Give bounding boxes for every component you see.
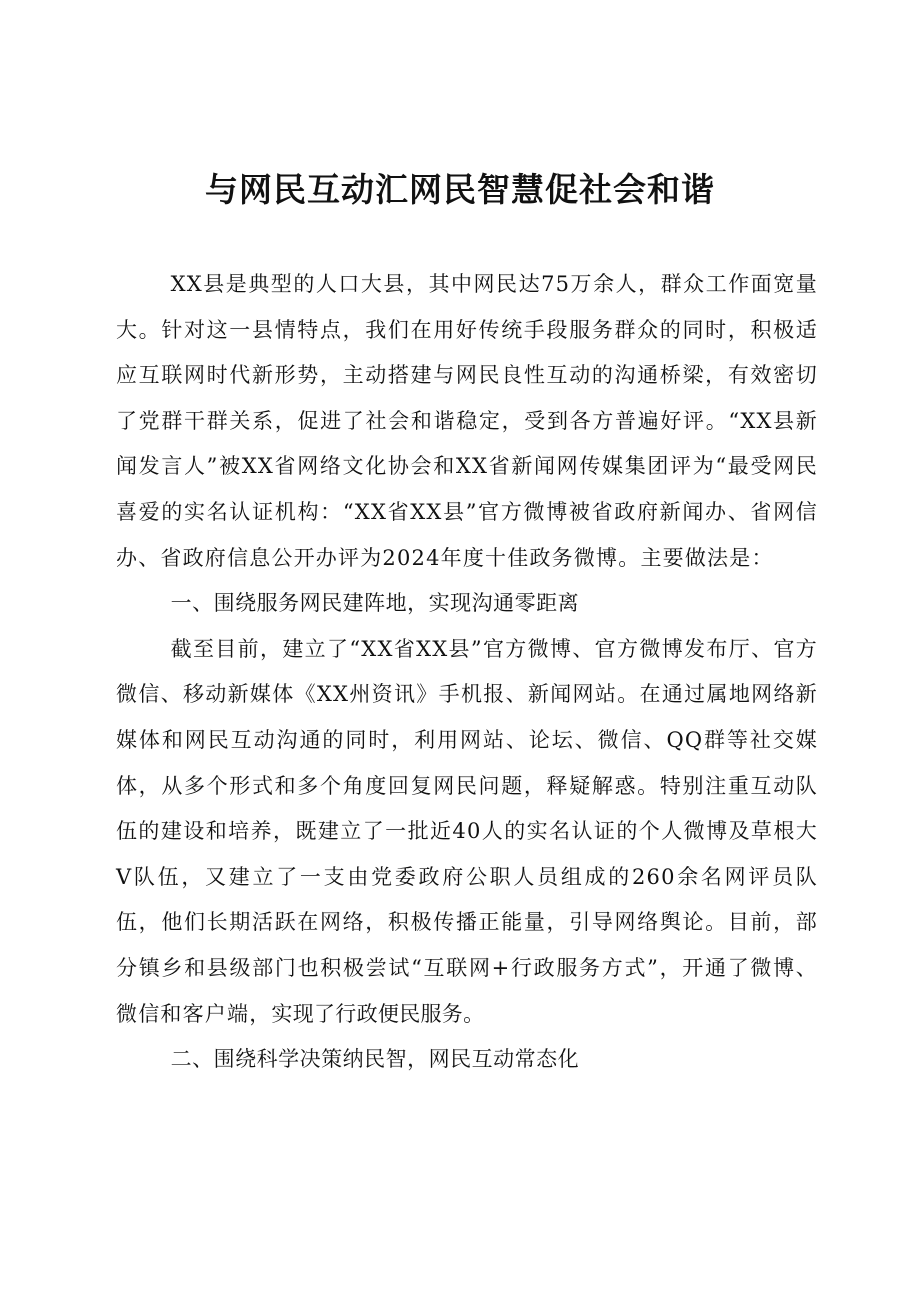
document-title: 与网民互动汇网民智慧促社会和谐	[205, 170, 715, 209]
section-1-paragraph-text: 截至目前，建立了“XX省XX县”官方微博、官方微博发布厅、官方微信、移动新媒体《XX州资讯》手机报、新闻网站。在通过属地网络新媒体和网民互动沟通的同时，利用网站、论坛、微信、QQ群等社交媒体，从多个形式和多个角度回复网民问题，释疑解惑。特别注重互动队伍的建设和培养，既建立了一批近40人的实名认证的个人微博及草根大V队伍，又建立了一支由党委政府公职人员组成的260余名网评员队伍，他们长期活跃在网络，积极传播正能量，引导网络舆论。目前，部分镇乡和县级部门也积极尝试“互联网+行政服务方式”，开通了微博、微信和客户端，	[116, 636, 818, 1026]
intro-paragraph: XX县是典型的人口大县，其中网民达75万余人，群众工作面宽量大。针对这一县情特点，我们在用好传统手段服务群众的同时，积极适应互联网时代新形势，主动搭建与网民良性互动的沟通桥梁，有效密切了党群干群关系，促进了社会和谐稳定，受到各方普遍好评。“XX县新闻发言人”被XX省网络文化协会和XX省新闻网传媒集团评为“最受网民喜爱的实名认证机构：“XX省XX县”官方微博被省政府新闻办、省网信办、省政府信息公开办评为2024年度十佳政务微博。主要做法是：	[116, 272, 818, 570]
section-heading-1: 一、围绕服务网民建阵地，实现沟通零距离	[170, 591, 580, 616]
section-1-paragraph-tail: 实现了行政便民服务。	[271, 1001, 485, 1026]
document-body	[116, 262, 818, 1083]
section-heading-2: 二、围绕科学决策纳民智，网民互动常态化	[170, 1047, 580, 1072]
section-1-paragraph	[116, 627, 818, 1037]
